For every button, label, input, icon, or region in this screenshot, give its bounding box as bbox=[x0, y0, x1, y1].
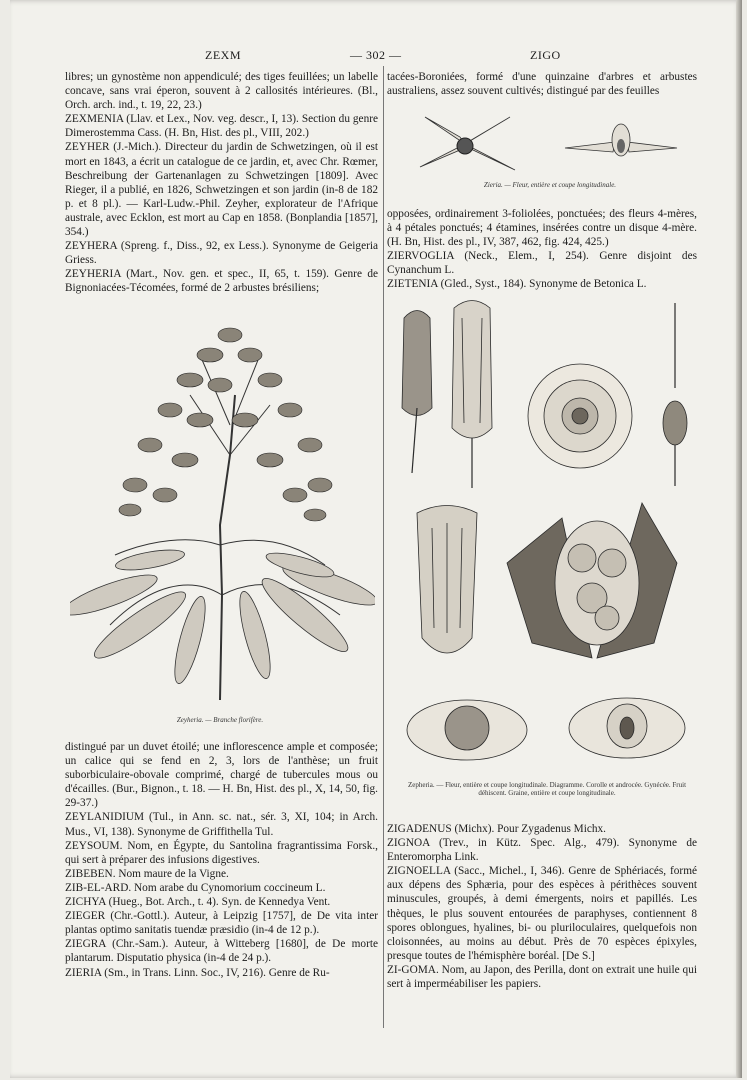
entry-paragraph: libres; un gynostème non appendiculé; des tiges feuillées; un labelle concave, sans vrai éperon, souvent à 2 callosités intérieures. (Bl., Orch. arch. ind., t. 19, 22, 23.) bbox=[65, 71, 378, 112]
zeyheria-branch-illustration bbox=[70, 295, 375, 705]
entry-zignoella: ZIGNOELLA (Sacc., Michel., I, 346). Genre de Sphériacés, formé aux dépens des Sphæria, pour des espèces à périthèces souvent minuscules, groupés, à demi émergents, noirs et papillés. Les thèques, le plus souvent entourées de paraphyses, contiennent 8 spores oblongues, hyalines, bi- ou pluriloculaires, quelquefois non cloisonnées, au moins au début. Près de 70 espèces épixyles, presque toutes de l'hémisphère boréal. [De S.] bbox=[387, 865, 697, 962]
entry-paragraph: opposées, ordinairement 3-foliolées, ponctuées; des fleurs 4-mères, à 4 pétales ponctués; 4 étamines, insérées contre un disque 4-mère. (H. Bn, Hist. des pl., IV, 387, 462, fig. 424, 425.) bbox=[387, 208, 697, 249]
figure-2-caption: Zieria. — Fleur, entière et coupe longitudinale. bbox=[483, 181, 617, 189]
figure-zepheria-plate bbox=[392, 298, 697, 763]
entry-zib-el-ard: ZIB-EL-ARD. Nom arabe du Cynomorium coccineum L. bbox=[65, 881, 326, 894]
entry-zibeben: ZIBEBEN. Nom maure de la Vigne. bbox=[65, 867, 229, 880]
zieria-flower-illustration bbox=[415, 112, 685, 177]
column-1-top bbox=[65, 70, 378, 296]
entry-zi-goma: ZI-GOMA. Nom, au Japon, des Perilla, dont on extrait une huile qui sert à imperméabiliser les papiers. bbox=[387, 963, 697, 991]
entry-zeyher: ZEYHER (J.-Mich.). Directeur du jardin de Schwetzingen, où il est mort en 1843, a écrit un catalogue de ce jardin, et, avec Chr. Rœmer, Beschreibung der Gartenanlagen zu Schwetzingen [1809]. Avec Rieger, il a publié, en 1826, Schwetzingen et son jardin (in-8 de 182 p. et 8 pl.). — Karl-Ludw.-Phil. Zeyher, explorateur de l'Afrique australe, avec Ecklon, est mort au Cap en 1858. (Bonplandia [1857], 354.) bbox=[65, 141, 378, 239]
page-number: — 302 — bbox=[350, 48, 402, 62]
column-2-top bbox=[387, 70, 697, 98]
entry-continuation: tacées-Boroniées, formé d'une quinzaine d'arbres et arbustes australiens, assez souvent cultivés; distingué par des feuilles bbox=[387, 71, 697, 98]
zepheria-plate-illustration bbox=[392, 298, 697, 763]
entry-ziervoglia: ZIERVOGLIA (Neck., Elem., I, 254). Genre disjoint des Cynanchum L. bbox=[387, 250, 697, 277]
entry-zexmenia: ZEXMENIA (Llav. et Lex., Nov. veg. descr., I, 13). Section du genre Dimerostemma Cass. (H. Bn, Hist. des pl., VIII, 202.) bbox=[65, 113, 378, 140]
figure-zeyheria-branch bbox=[70, 295, 375, 705]
running-head-right: ZIGO bbox=[530, 48, 561, 62]
column-2-bottom bbox=[387, 822, 697, 991]
entry-zichya: ZICHYA (Hueg., Bot. Arch., t. 4). Syn. de Kennedya Vent. bbox=[65, 896, 331, 909]
entry-zieria: ZIERIA (Sm., in Trans. Linn. Soc., IV, 216). Genre de Ru- bbox=[65, 966, 330, 979]
entry-paragraph: distingué par un duvet étoilé; une inflorescence ample et composée; un calice qui se fend en 2, 3, lors de l'anthèse; un fruit suborbiculaire-obovale comprimé, chargé de tubercules mous ou d'écailles. (Bur., Bignon., t. 18. — H. Bn, Hist. des pl., X, 14, 50, fig. 29-37.) bbox=[65, 741, 378, 810]
entry-ziegra: ZIEGRA (Chr.-Sam.). Auteur, à Witteberg [1680], de De morte plantarum. Disputatio physica (in-4 de 24 p.). bbox=[65, 938, 378, 965]
entry-zeysoum: ZEYSOUM. Nom, en Égypte, du Santolina fragrantissima Forsk., qui sert à préparer des infusions digestives. bbox=[65, 839, 378, 866]
entry-zeyheria: ZEYHERIA (Mart., Nov. gen. et spec., II, 65, t. 159). Genre de Bignoniacées-Técomées, formé de 2 arbustes brésiliens; bbox=[65, 268, 378, 295]
entry-zigadenus: ZIGADENUS (Michx). Pour Zygadenus Michx. bbox=[387, 823, 607, 835]
figure-3-caption: Zepheria. — Fleur, entière et coupe longitudinale. Diagramme. Corolle et androcée. Gynécée. Fruit déhiscent. Graine, entière et coupe longitudinale. bbox=[407, 781, 687, 797]
figure-zieria-flower bbox=[415, 112, 685, 177]
entry-zeylanidium: ZEYLANIDIUM (Tul., in Ann. sc. nat., sér. 3, XI, 104; in Arch. Mus., VI, 138). Synonyme de Griffithella Tul. bbox=[65, 811, 378, 838]
column-2-mid bbox=[387, 207, 697, 292]
column-rule bbox=[383, 66, 384, 1028]
entry-zieger: ZIEGER (Chr.-Gottl.). Auteur, à Leipzig [1757], de De vita inter plantas optimo sanitatis tuendæ præsidio (in-4 de 12 p.). bbox=[65, 910, 378, 937]
page-spine-shadow bbox=[736, 0, 742, 1078]
entry-zeyhera: ZEYHERA (Spreng. f., Diss., 92, ex Less.). Synonyme de Geigeria Griess. bbox=[65, 240, 378, 267]
entry-zignoa: ZIGNOA (Trev., in Kütz. Spec. Alg., 479). Synonyme de Enteromorpha Link. bbox=[387, 837, 697, 864]
figure-1-caption: Zeyheria. — Branche florifère. bbox=[176, 716, 264, 724]
column-1-bottom bbox=[65, 740, 378, 980]
entry-zietenia: ZIETENIA (Gled., Syst., 184). Synonyme de Betonica L. bbox=[387, 278, 647, 291]
running-head-left: ZEXM bbox=[205, 48, 241, 62]
